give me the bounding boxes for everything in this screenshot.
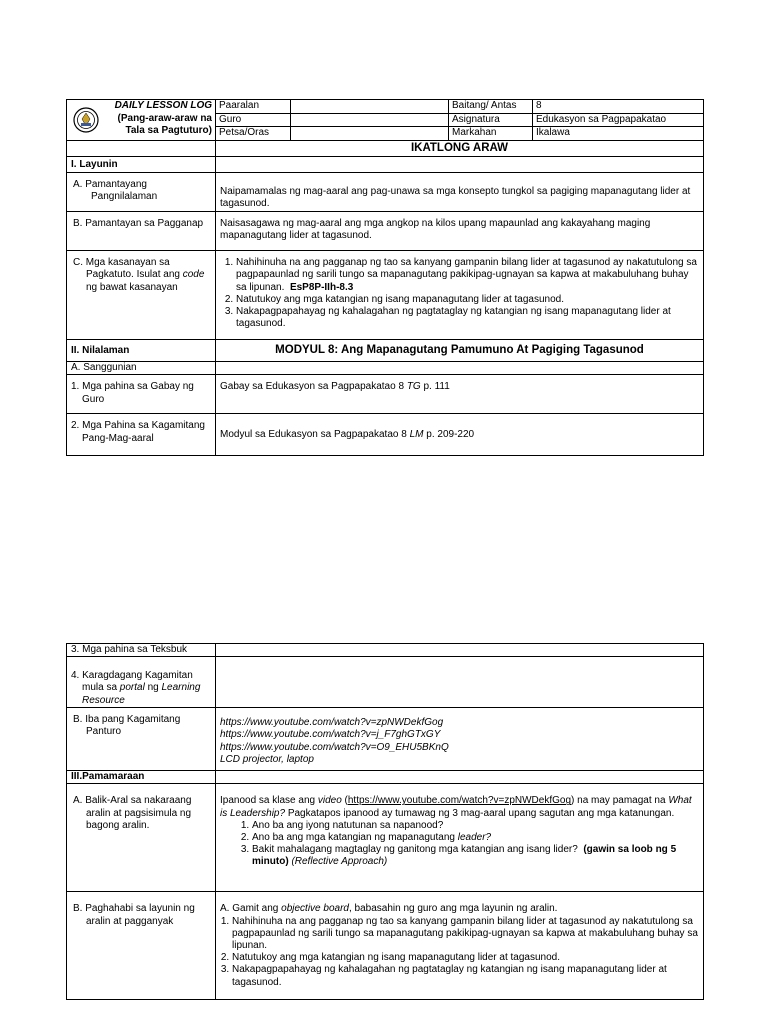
pamantayang-pangnilalaman-label <box>67 173 216 212</box>
baitang-label: Baitang/ Antas <box>449 100 533 114</box>
kasanayan-value <box>216 251 704 340</box>
kasanayan-label-text <box>73 257 211 294</box>
header-title-line2: (Pang-araw-araw na <box>117 112 212 124</box>
deped-seal-icon <box>73 107 99 133</box>
gabay-value-2: p. 111 <box>423 381 450 393</box>
balik-questions <box>220 820 699 869</box>
paghahabi-a1: A. Gamit ang <box>220 903 279 915</box>
kasanayan-label-code: code <box>182 269 205 281</box>
kasanayan-list <box>220 257 699 330</box>
karagdagan-label-3: Learning Resource <box>82 682 201 706</box>
teksbuk-value <box>216 644 704 657</box>
karagdagan-label <box>67 657 216 708</box>
header-title-line3: Tala sa Pagtuturo) <box>125 125 212 137</box>
kasanayan-item-3: 3. Nakapagpapahayag ng kahalagahan ng pagtataglay ng katangian ng isang mapanagutang lider at tagasunod. <box>236 306 699 330</box>
sanggunian-label: A. Sanggunian <box>67 362 216 375</box>
guro-label: Guro <box>216 113 291 127</box>
pamantayang-pangnilalaman-text: A. Pamantayang Pangnilalaman <box>73 179 158 203</box>
kagamitan-label <box>67 414 216 456</box>
asignatura-value[interactable]: Edukasyon sa Pagpapakatao <box>533 113 704 127</box>
day-title-spacer <box>67 141 216 157</box>
gabay-label <box>67 375 216 414</box>
karagdagan-label-text <box>71 670 211 707</box>
iba-link-3[interactable]: https://www.youtube.com/watch?v=O9_EHU5BKnQ <box>220 741 449 753</box>
balik-p1: Ipanood sa klase ang <box>220 795 316 807</box>
paghahabi-label <box>67 892 216 1000</box>
asignatura-label: Asignatura <box>449 113 533 127</box>
kasanayan-item-2: 2. Natutukoy ang mga katangian ng isang mapanagutang lider at tagasunod. <box>236 294 699 306</box>
kagamitan-value-1: Modyul sa Edukasyon sa Pagpapakatao 8 <box>220 428 407 440</box>
karagdagan-label-portal: portal <box>119 682 145 694</box>
markahan-value[interactable]: Ikalawa <box>533 127 704 141</box>
layunin-heading: I. Layunin <box>67 157 216 173</box>
header-title <box>115 100 212 138</box>
paghahabi-a-italic: objective board <box>281 903 349 915</box>
nilalaman-heading: II. Nilalaman <box>67 340 216 362</box>
kasanayan-code: EsP8P-IIh-8.3 <box>289 281 354 293</box>
karagdagan-value <box>216 657 704 708</box>
balik-q3-c: (Reflective Approach) <box>291 856 388 868</box>
iba-value <box>216 708 704 771</box>
karagdagan-label-2: ng <box>147 682 159 694</box>
paghahabi-item-1: 1. Nahihinuha na ang pagganap ng tao sa kanyang gampanin bilang lider at tagasunod ay nakatutulong sa pagpapaunlad ng sarili tungo sa mapanagutang pakikipag-ugnayan sa kapwa at makabuluhang buhay sa lipunan. <box>232 916 699 953</box>
paghahabi-a2: , babasahin ng guro ang mga layunin ng aralin. <box>348 903 558 915</box>
paghahabi-value <box>216 892 704 1000</box>
balik-p2: na may pamagat na <box>577 795 666 807</box>
gabay-value-tg: TG <box>406 381 421 393</box>
kasanayan-label <box>67 251 216 340</box>
balik-aral-value <box>216 784 704 892</box>
kagamitan-label-text: 2. Mga Pahina sa Kagamitang Pang-Mag-aaral <box>71 420 205 444</box>
paghahabi-intro <box>220 903 699 915</box>
header-title-line1: DAILY LESSON LOG <box>114 100 212 111</box>
iba-equipment: LCD projector, laptop <box>220 753 314 765</box>
sanggunian-empty <box>216 362 704 375</box>
gabay-value <box>216 375 704 414</box>
balik-question-1: 1. Ano ba ang iyong natutunan sa napanood? <box>252 820 699 832</box>
lesson-log-table-page2 <box>66 643 704 1000</box>
teksbuk-label: 3. Mga pahina sa Teksbuk <box>67 644 216 657</box>
balik-q3-b: (gawin sa loob ng 5 minuto) <box>252 844 677 868</box>
kagamitan-value-lm: LM <box>409 428 424 440</box>
kagamitan-value-2: p. 209-220 <box>426 428 475 440</box>
paaralan-value[interactable] <box>291 100 449 114</box>
balik-title: What is Leadership? <box>220 795 692 819</box>
markahan-label: Markahan <box>449 127 533 141</box>
iba-label-text: B. Iba pang Kagamitang Panturo <box>73 714 181 738</box>
balik-link[interactable]: https://www.youtube.com/watch?v=zpNWDekfGog <box>347 795 572 807</box>
balik-aral-label-text: A. Balik-Aral sa nakaraang aralin at pagsisimula ng bagong aralin. <box>73 795 192 831</box>
kasanayan-item-1 <box>236 257 699 294</box>
module-title: MODYUL 8: Ang Mapanagutang Pamumuno At Pagiging Tagasunod <box>216 340 704 362</box>
kasanayan-label-2: ng bawat kasanayan <box>86 281 178 293</box>
balik-question-3 <box>252 844 699 868</box>
baitang-value[interactable]: 8 <box>533 100 704 114</box>
pamamaraan-heading: III.Pamamaraan <box>67 771 216 784</box>
layunin-empty <box>216 157 704 173</box>
paghahabi-list <box>220 916 699 989</box>
gabay-label-text: 1. Mga pahina sa Gabay ng Guro <box>71 381 194 405</box>
karagdagan-label-1: 4. Karagdagang Kagamitan mula sa <box>71 670 193 694</box>
balik-video: video <box>317 795 342 807</box>
balik-p3: Pagkatapos ipanood ay tumawag ng 3 mag-aaral upang sagutan ang mga katanungan. <box>287 807 675 819</box>
paghahabi-item-2: 2. Natutukoy ang mga katangian ng isang mapanagutang lider at tagasunod. <box>232 952 699 964</box>
pamantayan-sa-pagganap-label <box>67 212 216 251</box>
paghahabi-label-text: B. Paghahabi sa layunin ng aralin at pagganyak <box>73 903 195 927</box>
petsa-label: Petsa/Oras <box>216 127 291 141</box>
pamantayan-sa-pagganap-value: Naisasagawa ng mag-aaral ang mga angkop na kilos upang mapaunlad ang kakayahang maging mapanagutang lider at tagasunod. <box>216 212 704 251</box>
kasanayan-item-1-text: Nahihinuha na ang pagganap ng tao sa kanyang gampanin bilang lider at tagasunod ay nakatutulong sa pagpapaunlad ng sarili tungo sa mapanagutang pakikipag-ugnayan sa kapwa at makabuluhang buhay sa lipunan. <box>236 257 697 293</box>
balik-question-2 <box>252 832 699 844</box>
lesson-log-table-page1 <box>66 99 704 456</box>
header-title-cell <box>67 100 216 141</box>
pamamaraan-empty <box>216 771 704 784</box>
paaralan-label: Paaralan <box>216 100 291 114</box>
balik-aral-label <box>67 784 216 892</box>
balik-q2-b: leader? <box>457 832 492 844</box>
guro-value[interactable] <box>291 113 449 127</box>
petsa-value[interactable] <box>291 127 449 141</box>
iba-label <box>67 708 216 771</box>
balik-q3-a: Bakit mahalagang magtaglay ng ganitong mga katangian ang isang lider? <box>252 844 578 856</box>
paghahabi-item-3: 3. Nakapagpapahayag ng kahalagahan ng pagtataglay ng katangian ng isang mapanagutang lider at tagasunod. <box>232 964 699 988</box>
kagamitan-value <box>216 414 704 456</box>
kasanayan-label-1: C. Mga kasanayan sa Pagkatuto. Isulat ang <box>73 257 180 281</box>
gabay-value-1: Gabay sa Edukasyon sa Pagpapakatao 8 <box>220 381 405 393</box>
iba-link-2[interactable]: https://www.youtube.com/watch?v=j_F7ghGTxGY <box>220 729 441 741</box>
day-title: IKATLONG ARAW <box>216 141 704 157</box>
iba-link-1[interactable]: https://www.youtube.com/watch?v=zpNWDekfGog <box>220 717 444 729</box>
balik-aral-intro: Ipanood sa klase ang video (https://www.youtube.com/watch?v=zpNWDekfGog) na may pamagat na What is Leadership? Pagkatapos ipanood ay tumawag ng 3 mag-aaral upang sagutan ang mga katanungan. <box>220 795 692 819</box>
pamantayang-pangnilalaman-value: Naipamamalas ng mag-aaral ang pag-unawa sa mga konsepto tungkol sa pagiging mapanagutang lider at tagasunod. <box>216 173 704 212</box>
pamantayan-sa-pagganap-text: B. Pamantayan sa Pagganap <box>73 218 204 230</box>
balik-q2-a: Ano ba ang mga katangian ng mapanagutang <box>252 832 455 844</box>
